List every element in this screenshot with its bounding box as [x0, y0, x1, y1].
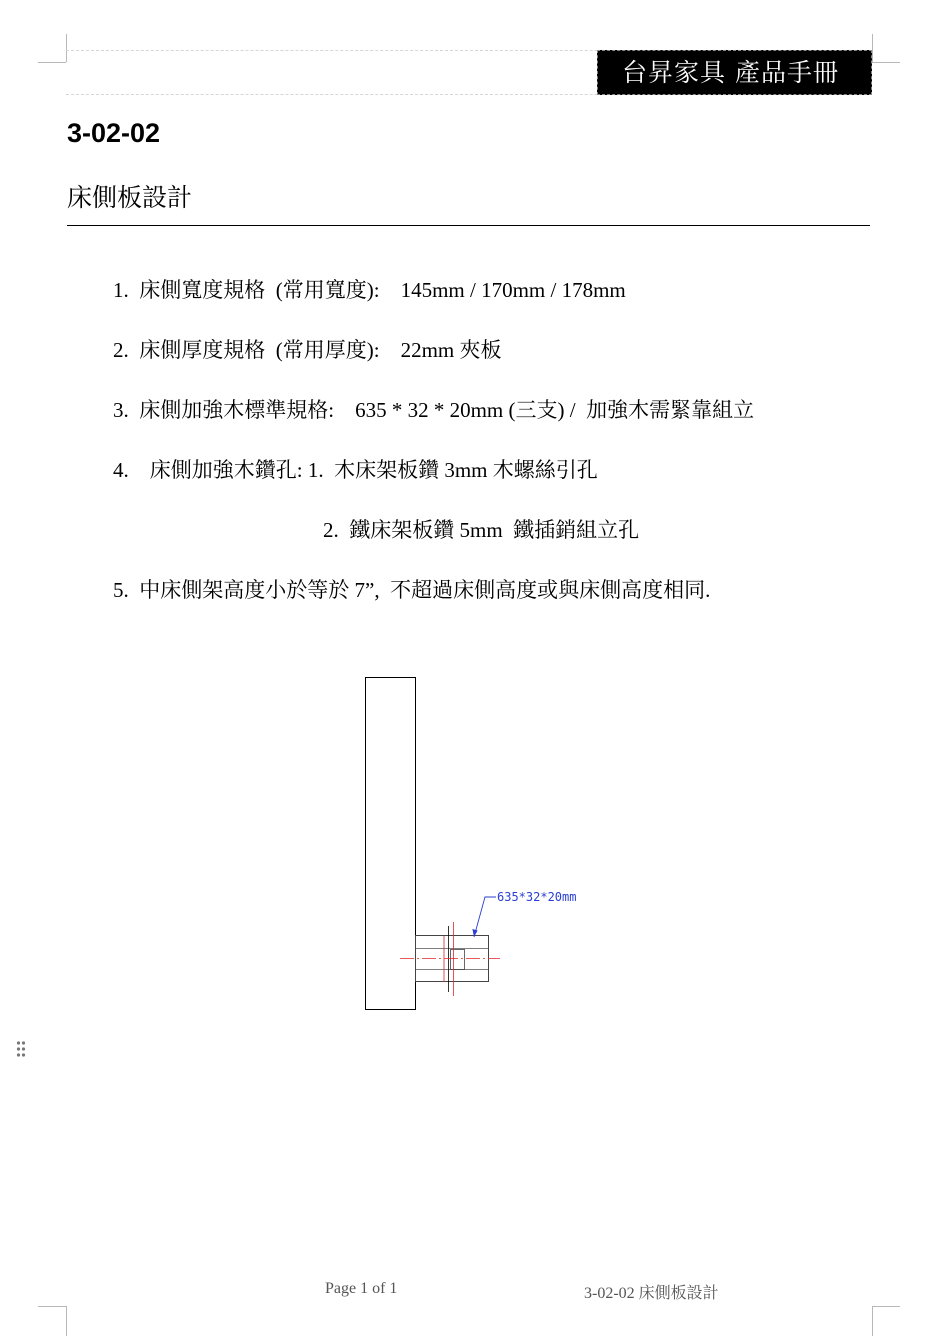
footer-page-number: Page 1 of 1 — [325, 1280, 398, 1297]
side-rail-drawing — [340, 660, 640, 1030]
crop-mark — [872, 62, 900, 63]
footer-section-title: 3-02-02 床側板設計 — [584, 1285, 719, 1302]
spec-item-thickness: 2. 床側厚度規格 (常用厚度): 22mm 夾板 — [113, 338, 502, 362]
dimension-label: 635*32*20mm — [497, 890, 577, 904]
spec-item-middle-rail: 5. 中床側架高度小於等於 7”, 不超過床側高度或與床側高度相同. — [113, 578, 711, 602]
crop-mark — [38, 1306, 66, 1307]
spec-item-width: 1. 床側寬度規格 (常用寬度): 145mm / 170mm / 178mm — [113, 278, 626, 302]
spec-item-drilling-sub: 2. 鐵床架板鑽 5mm 鐵插銷組立孔 — [323, 518, 640, 542]
section-code: 3-02-02 — [67, 118, 161, 148]
section-title: 床側板設計 — [67, 183, 193, 212]
title-divider — [67, 225, 870, 226]
side-rail-board — [366, 678, 416, 1010]
crop-mark — [66, 1306, 67, 1336]
drag-handle-icon[interactable] — [16, 1040, 26, 1062]
crop-mark — [872, 1306, 873, 1336]
spec-item-reinforcement: 3. 床側加強木標準規格: 635 * 32 * 20mm (三支) / 加強木需緊靠組立 — [113, 398, 755, 422]
crop-mark — [872, 34, 873, 62]
pin-hole — [451, 950, 465, 970]
crop-mark — [38, 62, 66, 63]
crop-mark — [872, 1306, 900, 1307]
spec-item-drilling: 4. 床側加強木鑽孔: 1. 木床架板鑽 3mm 木螺絲引孔 — [113, 458, 598, 482]
header-banner: 台昇家具 產品手冊 — [597, 50, 872, 95]
